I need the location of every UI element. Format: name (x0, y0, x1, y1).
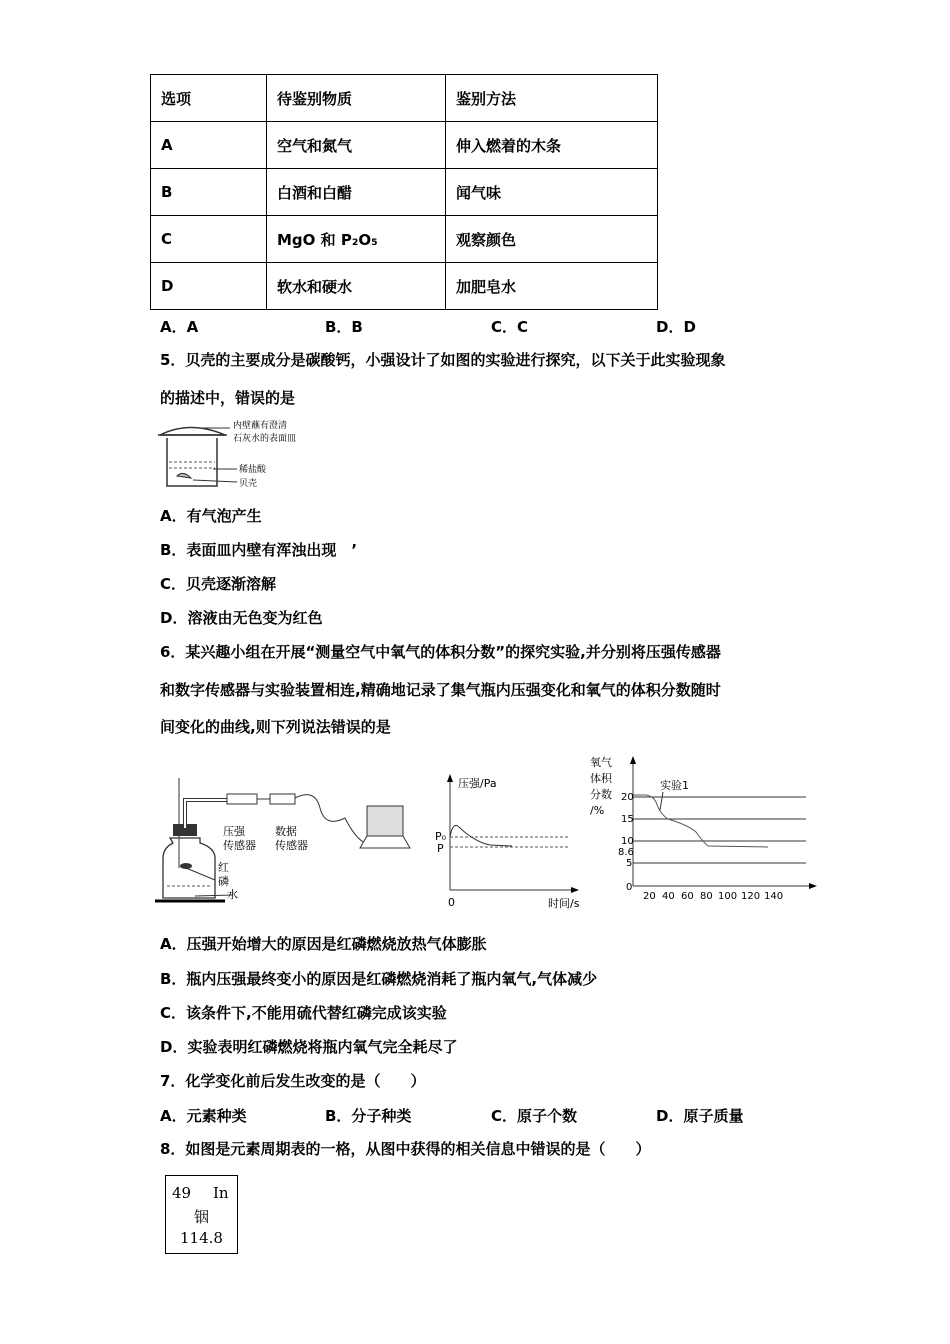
header-cell: 选项 (151, 75, 267, 122)
question-stem: 间变化的曲线,则下列说法错误的是 (160, 718, 391, 736)
cell: C (151, 216, 267, 263)
option: A．A (160, 318, 199, 336)
x-tick: 80 (700, 891, 713, 902)
header-cell: 鉴别方法 (446, 75, 658, 122)
option: C．原子个数 (491, 1107, 578, 1125)
cell: 伸入燃着的木条 (446, 122, 658, 169)
option: A．压强开始增大的原因是红磷燃烧放热气体膨胀 (160, 935, 487, 953)
figure-label: 红 (218, 861, 229, 874)
x-tick: 100 (718, 891, 738, 902)
option: C．C (491, 318, 529, 336)
table-row (151, 122, 658, 169)
figure-label: 贝壳 (239, 479, 258, 489)
question-stem: 和数字传感器与实验装置相连,精确地记录了集气瓶内压强变化和氧气的体积分数随时 (160, 681, 721, 699)
question-stem: 8．如图是元素周期表的一格，从图中获得的相关信息中错误的是（ ） (160, 1140, 651, 1158)
option: D．溶液由无色变为红色 (160, 609, 323, 627)
y-axis-label: 压强/Pa (458, 777, 497, 790)
cell: 空气和氮气 (267, 122, 446, 169)
x-tick: 40 (662, 891, 675, 902)
option: D．D (656, 318, 696, 336)
element-cell (165, 1175, 238, 1254)
figure-label: 稀盐酸 (239, 465, 267, 475)
question-stem: 6．某兴趣小组在开展“测量空气中氧气的体积分数”的探究实验,并分别将压强传感器 (160, 643, 721, 661)
x-tick: 60 (681, 891, 694, 902)
y-tick: 10 (621, 836, 634, 847)
p0-label: P₀ (435, 830, 447, 843)
figure-label: 水 (227, 888, 238, 901)
cell: 白酒和白醋 (267, 169, 446, 216)
figure-label: 压强 (223, 825, 245, 838)
pressure-graph (430, 770, 590, 910)
option: B．B (325, 318, 363, 336)
x-tick: 20 (643, 891, 656, 902)
y-tick: 15 (621, 814, 634, 825)
x-tick: 140 (764, 891, 784, 902)
y-axis-label: 氧气 (590, 756, 612, 769)
question-stem: 5．贝壳的主要成分是碳酸钙，小强设计了如图的实验进行探究，以下关于此实验现象 (160, 351, 726, 369)
x-axis-label: 时间/s (548, 897, 580, 910)
figure-label: 磷 (218, 875, 229, 888)
shell-experiment-figure (155, 418, 315, 494)
cell: MgO 和 P₂O₅ (267, 216, 446, 263)
y-axis-label: /% (590, 804, 605, 817)
atomic-mass: 114.8 (180, 1229, 223, 1247)
option: D．实验表明红磷燃烧将瓶内氧气完全耗尽了 (160, 1038, 458, 1056)
option: A．元素种类 (160, 1107, 247, 1125)
figure-label: 内壁蘸有澄清 (233, 421, 288, 431)
cell: 软水和硬水 (267, 263, 446, 310)
table-row (151, 169, 658, 216)
y-axis-label: 体积 (590, 772, 612, 785)
option: D．原子质量 (656, 1107, 744, 1125)
y-tick: 5 (626, 858, 633, 869)
table-row (151, 263, 658, 310)
cell: B (151, 169, 267, 216)
origin-label: 0 (448, 896, 455, 909)
cell: A (151, 122, 267, 169)
cell: D (151, 263, 267, 310)
question-stem: 的描述中，错误的是 (160, 389, 296, 407)
question-stem: 7．化学变化前后发生改变的是（ ） (160, 1072, 426, 1090)
y-tick: 20 (621, 792, 634, 803)
option: C．该条件下,不能用硫代替红磷完成该实验 (160, 1004, 447, 1022)
header-cell: 待鉴别物质 (267, 75, 446, 122)
option: B．瓶内压强最终变小的原因是红磷燃烧消耗了瓶内氧气,气体减少 (160, 970, 598, 988)
figure-label: 数据 (275, 825, 297, 838)
figure-label: 传感器 (275, 839, 308, 852)
oxygen-graph (588, 752, 823, 902)
apparatus-figure (155, 758, 430, 908)
table-row (151, 216, 658, 263)
series-label: 实验1 (660, 779, 689, 792)
identification-table (150, 74, 658, 310)
option: B．表面皿内壁有浑浊出现 ’ (160, 541, 358, 559)
cell: 加肥皂水 (446, 263, 658, 310)
y-axis-label: 分数 (590, 788, 612, 801)
atomic-number: 49 (172, 1184, 192, 1202)
y-tick: 8.6 (618, 847, 634, 858)
element-symbol: In (213, 1184, 229, 1202)
option: C．贝壳逐渐溶解 (160, 575, 277, 593)
option: B．分子种类 (325, 1107, 412, 1125)
x-tick: 120 (741, 891, 761, 902)
element-name: 铟 (194, 1208, 210, 1226)
y-tick: 0 (626, 882, 633, 893)
p-label: P (437, 842, 444, 855)
figure-label: 石灰水的表面皿 (233, 434, 297, 444)
option: A．有气泡产生 (160, 507, 262, 525)
cell: 观察颜色 (446, 216, 658, 263)
table-header-row (151, 75, 658, 122)
figure-label: 传感器 (223, 839, 256, 852)
cell: 闻气味 (446, 169, 658, 216)
